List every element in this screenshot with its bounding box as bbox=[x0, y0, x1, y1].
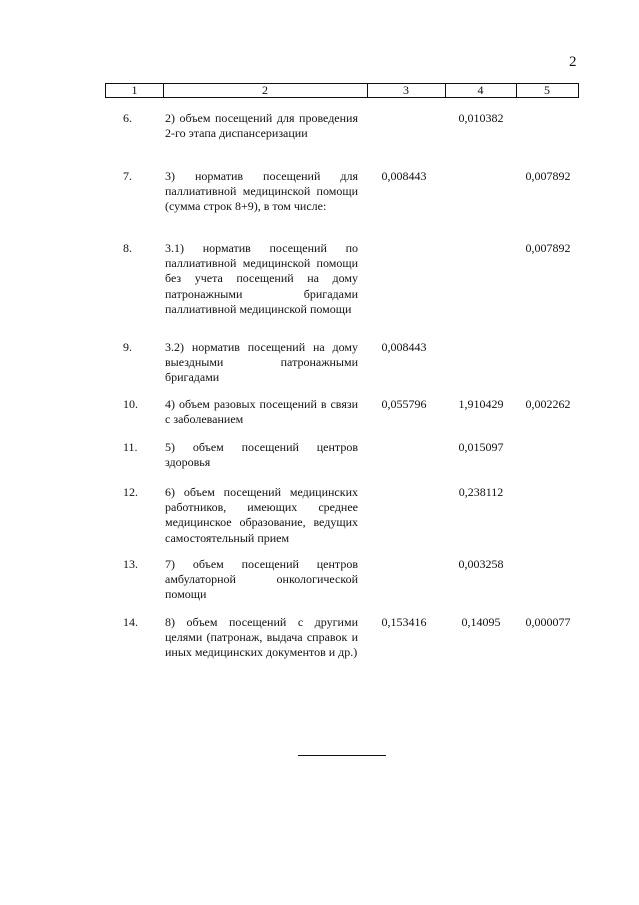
row-value-col4: 0,238112 bbox=[458, 485, 504, 499]
row-value-col4: 0,14095 bbox=[461, 615, 501, 629]
row-value-col3: 0,153416 bbox=[381, 615, 427, 629]
header-col-3: 3 bbox=[403, 83, 409, 97]
row-value-col3: 0,055796 bbox=[381, 397, 427, 411]
row-number: 14. bbox=[123, 615, 138, 629]
end-of-document-line bbox=[298, 755, 386, 756]
row-value-col4: 0,003258 bbox=[458, 557, 504, 571]
row-number: 10. bbox=[123, 397, 138, 411]
row-value-col5: 0,000077 bbox=[525, 615, 571, 629]
page-number: 2 bbox=[569, 54, 577, 70]
row-description: 5) объем посещений центров здоровья bbox=[165, 440, 358, 470]
row-number: 11. bbox=[123, 440, 138, 454]
row-value-col5: 0,007892 bbox=[525, 241, 571, 255]
row-number: 7. bbox=[123, 169, 132, 183]
row-number: 12. bbox=[123, 485, 138, 499]
row-value-col3: 0,008443 bbox=[381, 340, 427, 354]
header-col-5: 5 bbox=[544, 83, 550, 97]
row-description: 3) норматив посещений для паллиативной медицинской помощи (сумма строк 8+9), в том числе: bbox=[165, 169, 358, 214]
row-number: 9. bbox=[123, 340, 132, 354]
row-description: 4) объем разовых посещений в связи с заболеванием bbox=[165, 397, 358, 427]
header-col-2: 2 bbox=[262, 83, 268, 97]
row-number: 8. bbox=[123, 241, 132, 255]
row-value-col4: 0,010382 bbox=[458, 111, 504, 125]
row-value-col4: 0,015097 bbox=[458, 440, 504, 454]
row-description: 6) объем посещений медицинских работников, имеющих среднее медицинское образование, ведущих самостоятельный прием bbox=[165, 485, 358, 545]
row-description: 8) объем посещений с другими целями (патронаж, выдача справок и иных медицинских документов и др.) bbox=[165, 615, 358, 660]
header-col-4: 4 bbox=[477, 83, 484, 97]
row-description: 3.1) норматив посещений по паллиативной медицинской помощи без учета посещений на дому патронажными бригадами паллиативной медицинской помощи bbox=[165, 241, 358, 316]
row-description: 2) объем посещений для проведения 2-го этапа диспансеризации bbox=[165, 111, 358, 141]
row-value-col5: 0,002262 bbox=[525, 397, 571, 411]
row-value-col3: 0,008443 bbox=[381, 169, 427, 183]
row-value-col4: 1,910429 bbox=[458, 397, 504, 411]
table-header bbox=[105, 83, 579, 98]
header-col-1: 1 bbox=[131, 83, 138, 97]
row-value-col5: 0,007892 bbox=[525, 169, 571, 183]
row-number: 13. bbox=[123, 557, 138, 571]
row-description: 3.2) норматив посещений на дому выездными патронажными бригадами bbox=[165, 340, 358, 385]
row-description: 7) объем посещений центров амбулаторной онкологической помощи bbox=[165, 557, 358, 602]
row-number: 6. bbox=[123, 111, 132, 125]
